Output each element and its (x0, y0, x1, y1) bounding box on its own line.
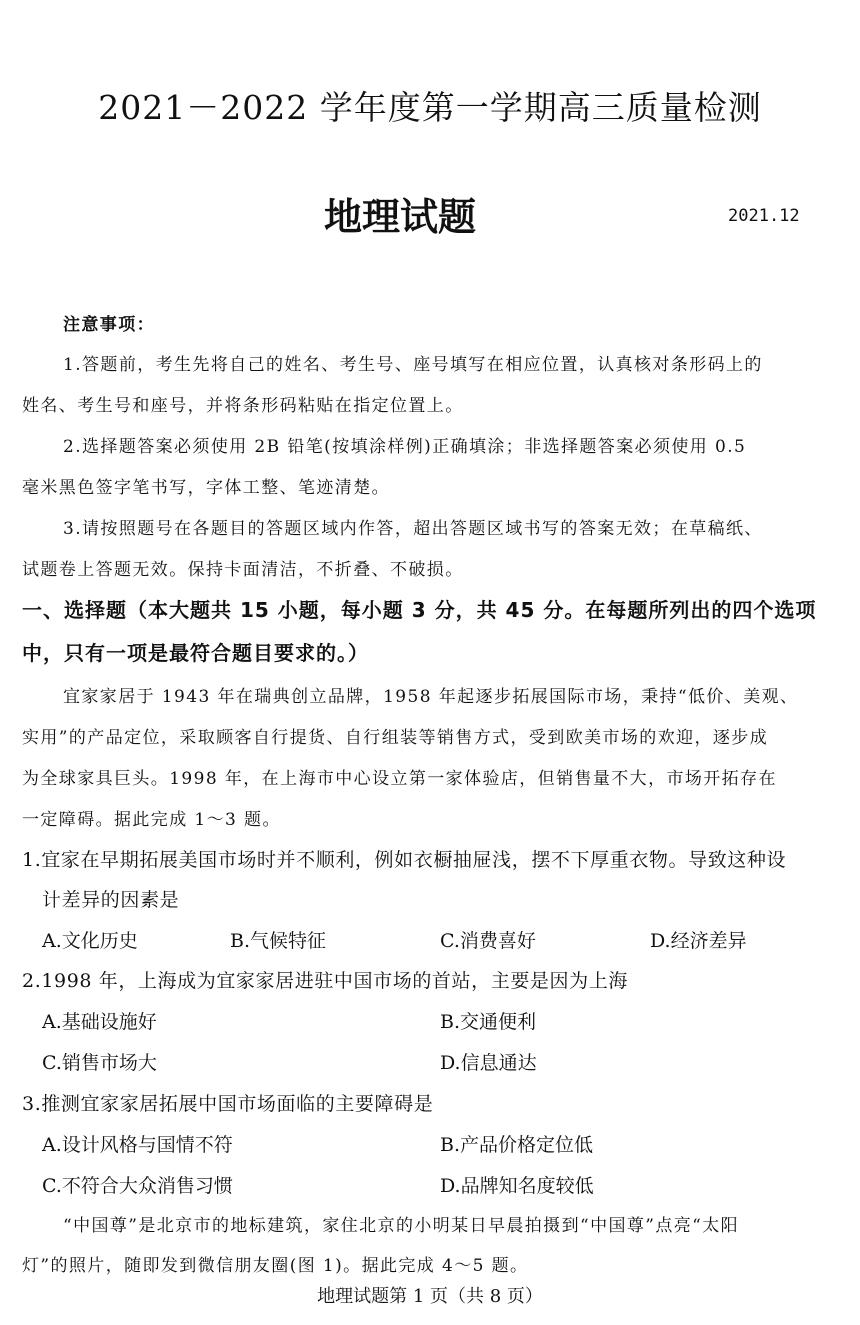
question-2-stem: 2.1998 年，上海成为宜家家居进驻中国市场的首站，主要是因为上海 (22, 970, 628, 992)
note-1-line-1: 1.答题前，考生先将自己的姓名、考生号、座号填写在相应位置，认真核对条形码上的 (63, 355, 763, 375)
question-1-option-a: A.文化历史 (42, 930, 138, 952)
page-footer: 地理试题第 1 页（共 8 页） (317, 1286, 543, 1307)
question-3-option-b: B.产品价格定位低 (440, 1134, 594, 1156)
question-3-option-a: A.设计风格与国情不符 (42, 1134, 233, 1156)
passage-1-line-3: 为全球家具巨头。1998 年，在上海市中心设立第一家体验店，但销售量不大，市场开拓存在 (22, 769, 777, 789)
question-1-option-b: B.气候特征 (230, 930, 327, 952)
question-1-option-d: D.经济差异 (650, 930, 747, 952)
note-3-line-1: 3.请按照题号在各题目的答题区域内作答，超出答题区域书写的答案无效；在草稿纸、 (63, 519, 763, 539)
exam-date: 2021.12 (728, 206, 800, 226)
notes-heading: 注意事项： (63, 315, 155, 335)
question-3-option-d: D.品牌知名度较低 (440, 1175, 594, 1197)
note-2-line-2: 毫米黑色签字笔书写，字体工整、笔迹清楚。 (22, 478, 390, 498)
section-1-line-1: 一、选择题（本大题共 15 小题，每小题 3 分，共 45 分。在每题所列出的四个选项 (22, 598, 817, 622)
section-1-line-2: 中，只有一项是最符合题目要求的。） (22, 641, 369, 665)
question-3-option-c: C.不符合大众消售习惯 (42, 1175, 233, 1197)
passage-1-line-1: 宜家家居于 1943 年在瑞典创立品牌，1958 年起逐步拓展国际市场，秉持“低价、美观、 (63, 687, 799, 707)
note-1-line-2: 姓名、考生号和座号，并将条形码粘贴在指定位置上。 (22, 396, 464, 416)
note-3-line-2: 试题卷上答题无效。保持卡面清洁，不折叠、不破损。 (22, 560, 464, 580)
passage-1-line-4: 一定障碍。据此完成 1～3 题。 (22, 810, 281, 830)
passage-1-line-2: 实用”的产品定位，采取顾客自行提货、自行组装等销售方式，受到欧美市场的欢迎，逐步成 (22, 728, 769, 748)
question-2-option-c: C.销售市场大 (42, 1052, 157, 1074)
question-2-option-b: B.交通便利 (440, 1011, 537, 1033)
passage-2-line-2: 灯”的照片，随即发到微信朋友圈(图 1)。据此完成 4～5 题。 (22, 1256, 529, 1276)
note-2-line-1: 2.选择题答案必须使用 2B 铅笔(按填涂样例)正确填涂；非选择题答案必须使用 0.5 (63, 437, 747, 457)
question-1-stem-line-2: 计差异的因素是 (42, 889, 180, 911)
question-2-option-d: D.信息通达 (440, 1052, 537, 1074)
question-1-stem-line-1: 1.宜家在早期拓展美国市场时并不顺利，例如衣橱抽屉浅，摆不下厚重衣物。导致这种设 (22, 849, 787, 871)
exam-title: 2021－2022 学年度第一学期高三质量检测 (98, 88, 762, 127)
question-1-option-c: C.消费喜好 (440, 930, 536, 952)
question-3-stem: 3.推测宜家家居拓展中国市场面临的主要障碍是 (22, 1093, 434, 1115)
passage-2-line-1: “中国尊”是北京市的地标建筑，家住北京的小明某日早晨拍摄到“中国尊”点亮“太阳 (63, 1216, 740, 1236)
subject-title: 地理试题 (323, 194, 476, 239)
question-2-option-a: A.基础设施好 (42, 1011, 157, 1033)
